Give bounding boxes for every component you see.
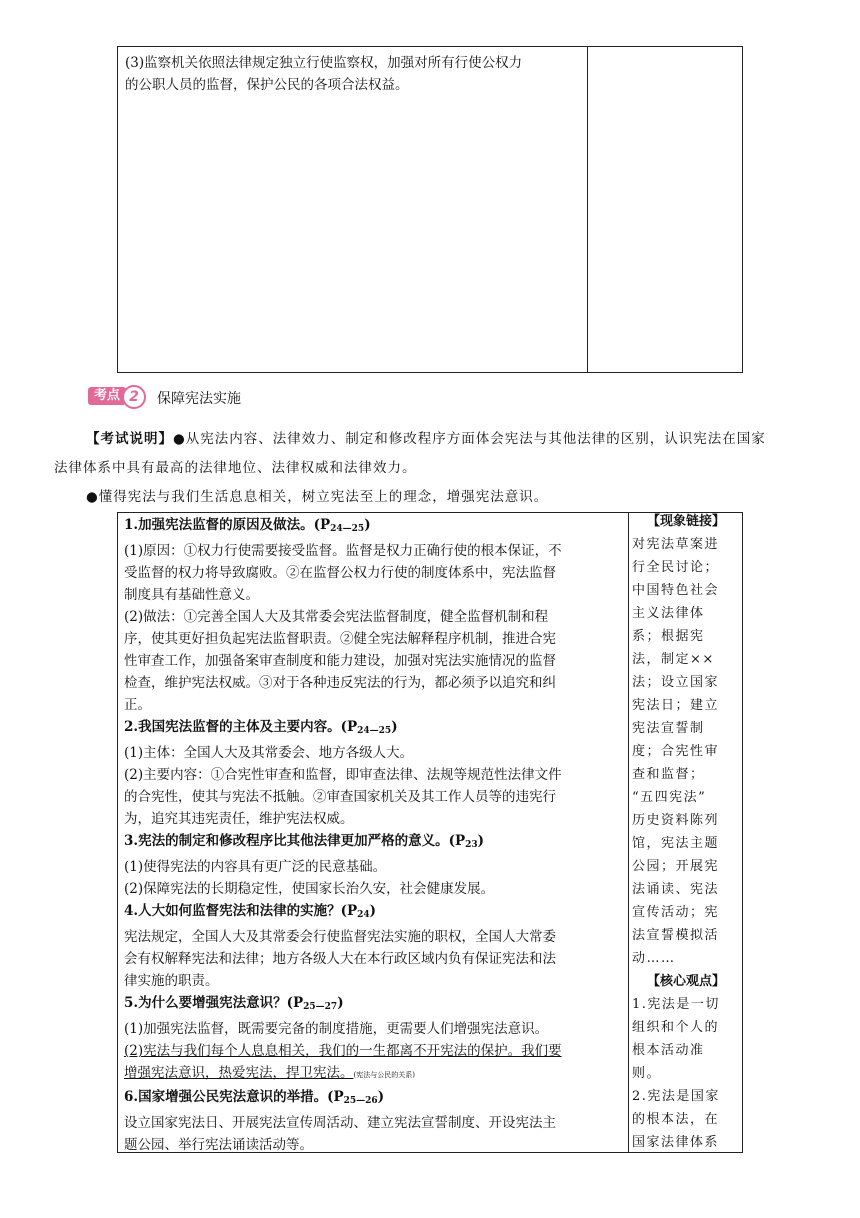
text-line: (2)做法：①完善全国人大及其常委会宪法监督制度，健全监督机制和程 <box>124 609 549 625</box>
section-title: 保障宪法实施 <box>157 391 241 407</box>
side-line: 查和监督； <box>632 767 705 782</box>
side-list <box>632 993 740 1154</box>
side-column <box>632 510 740 1154</box>
side-line: 动…… <box>632 951 676 966</box>
section-badge <box>88 385 150 407</box>
text-line: 为，追究其违宪责任，维护宪法权威。 <box>124 811 354 827</box>
text-line: 增强宪法意识，热爱宪法，捍卫宪法。(宪法与公民的关系) <box>124 1065 415 1081</box>
side-line: 行全民讨论； <box>632 560 720 575</box>
question-3-title: 3.宪法的制定和修改程序比其他法律更加严格的意义。$(P_{23})$ <box>124 833 485 850</box>
main-table-divider <box>628 512 629 1153</box>
text-line: (1)原因：①权力行使需要接受监督。监督是权力正确行使的根本保证，不 <box>124 543 562 559</box>
side-line: 的根本法，在 <box>632 1112 720 1127</box>
exam-note-line: 法律体系中具有最高的法律地位、法律权威和法律效力。 <box>54 460 417 476</box>
text-line: 律实施的职责。 <box>124 973 219 989</box>
side-line: 馆，宪法主题 <box>632 836 720 851</box>
text-line: (1)加强宪法监督，既需要完备的制度措施，更需要人们增强宪法意识。 <box>124 1021 549 1037</box>
exam-note-line: ●从宪法内容、法律效力、制定和修改程序方面体会宪法与其他法律的区别，认识宪法在国家 <box>173 431 766 447</box>
side-heading: 【核心观点】 <box>646 974 725 989</box>
side-line: 宣传活动；宪 <box>632 905 720 920</box>
badge-number: 2 <box>122 385 146 409</box>
side-line: 历史资料陈列 <box>632 813 720 828</box>
badge-label: 考点 <box>88 387 126 405</box>
side-line: 宪法宣誓制 <box>632 721 705 736</box>
exam-note-line: ●懂得宪法与我们生活息息相关，树立宪法至上的理念，增强宪法意识。 <box>86 489 549 505</box>
text-line: (2)宪法与我们每个人息息相关，我们的一生都离不开宪法的保护。我们要 <box>124 1043 562 1059</box>
side-line: 国家法律体系 <box>632 1135 720 1150</box>
side-line: 中国特色社会 <box>632 583 720 598</box>
top-table-content <box>125 52 585 96</box>
side-line: 公园；开展宪 <box>632 859 720 874</box>
text-line: (2)保障宪法的长期稳定性，使国家长治久安，社会健康发展。 <box>124 881 495 897</box>
text-line: (3)监察机关依照法律规定独立行使监察权，加强对所有行使公权力 <box>125 55 523 71</box>
main-content <box>124 514 624 1156</box>
side-line: 法，制定×× <box>632 652 715 667</box>
text-line: 宪法规定，全国人大及其常委会行使监督宪法实施的职权，全国人大常委 <box>124 929 556 945</box>
question-2-title: 2.我国宪法监督的主体及主要内容。$(P_{24—25})$ <box>124 719 398 736</box>
question-5-title: 5.为什么要增强宪法意识？$(P_{25—27})$ <box>124 995 344 1012</box>
top-table-divider <box>587 46 588 373</box>
question-6-title: 6.国家增强公民宪法意识的举措。$(P_{25—26})$ <box>124 1089 385 1106</box>
text-line: 受监督的权力将导致腐败。②在监督公权力行使的制度体系中，宪法监督 <box>124 565 556 581</box>
side-line: 根本活动准 <box>632 1043 705 1058</box>
side-line: 度；合宪性审 <box>632 744 720 759</box>
side-heading: 【现象链接】 <box>646 514 725 529</box>
text-line: (1)使得宪法的内容具有更广泛的民意基础。 <box>124 859 387 875</box>
side-line: 法诵读、宪法 <box>632 882 720 897</box>
side-line: 1.宪法是一切 <box>632 997 720 1012</box>
text-line: 题公园、举行宪法诵读活动等。 <box>124 1137 313 1153</box>
side-line: 法；设立国家 <box>632 675 720 690</box>
text-line: 设立国家宪法日、开展宪法宣传周活动、建立宪法宣誓制度、开设宪法主 <box>124 1115 556 1131</box>
exam-note-label: 【考试说明】 <box>86 431 173 447</box>
side-line: 系；根据宪 <box>632 629 705 644</box>
side-line: “五四宪法” <box>632 790 707 805</box>
question-4-title: 4.人大如何监督宪法和法律的实施？$(P_{24})$ <box>124 903 377 920</box>
text-line: 检查，维护宪法权威。③对于各种违反宪法的行为，都必须予以追究和纠 <box>124 675 556 691</box>
text-line: (2)主要内容：①合宪性审查和监督，即审查法律、法规等规范性法律文件 <box>124 767 562 783</box>
side-list <box>632 533 740 970</box>
text-line: 序，使其更好担负起宪法监督职责。②健全宪法解释程序机制，推进合宪 <box>124 631 556 647</box>
text-line: 会有权解释宪法和法律；地方各级人大在本行政区域内负有保证宪法和法 <box>124 951 556 967</box>
text-line: 制度具有基础性意义。 <box>124 587 259 603</box>
side-line: 2.宪法是国家 <box>632 1089 720 1104</box>
text-line: (1)主体：全国人大及其常委会、地方各级人大。 <box>124 745 414 761</box>
text-line: 的合宪性，使其与宪法不抵触。②审查国家机关及其工作人员等的违宪行 <box>124 789 556 805</box>
exam-note <box>86 426 846 452</box>
side-line: 组织和个人的 <box>632 1020 720 1035</box>
side-line: 对宪法草案进 <box>632 537 720 552</box>
side-line: 主义法律体 <box>632 606 705 621</box>
question-1-title: 1.加强宪法监督的原因及做法。$(P_{24—25})$ <box>124 517 371 534</box>
text-line: 性审查工作，加强备案审查制度和能力建设，加强对宪法实施情况的监督 <box>124 653 556 669</box>
side-line: 宪法日；建立 <box>632 698 720 713</box>
annotation-note: (宪法与公民的关系) <box>353 1071 415 1079</box>
side-line: 法宣誓模拟活 <box>632 928 720 943</box>
side-line: 则。 <box>632 1066 662 1081</box>
text-line: 正。 <box>124 697 151 713</box>
text-line: 的公职人员的监督，保护公民的各项合法权益。 <box>125 77 409 93</box>
